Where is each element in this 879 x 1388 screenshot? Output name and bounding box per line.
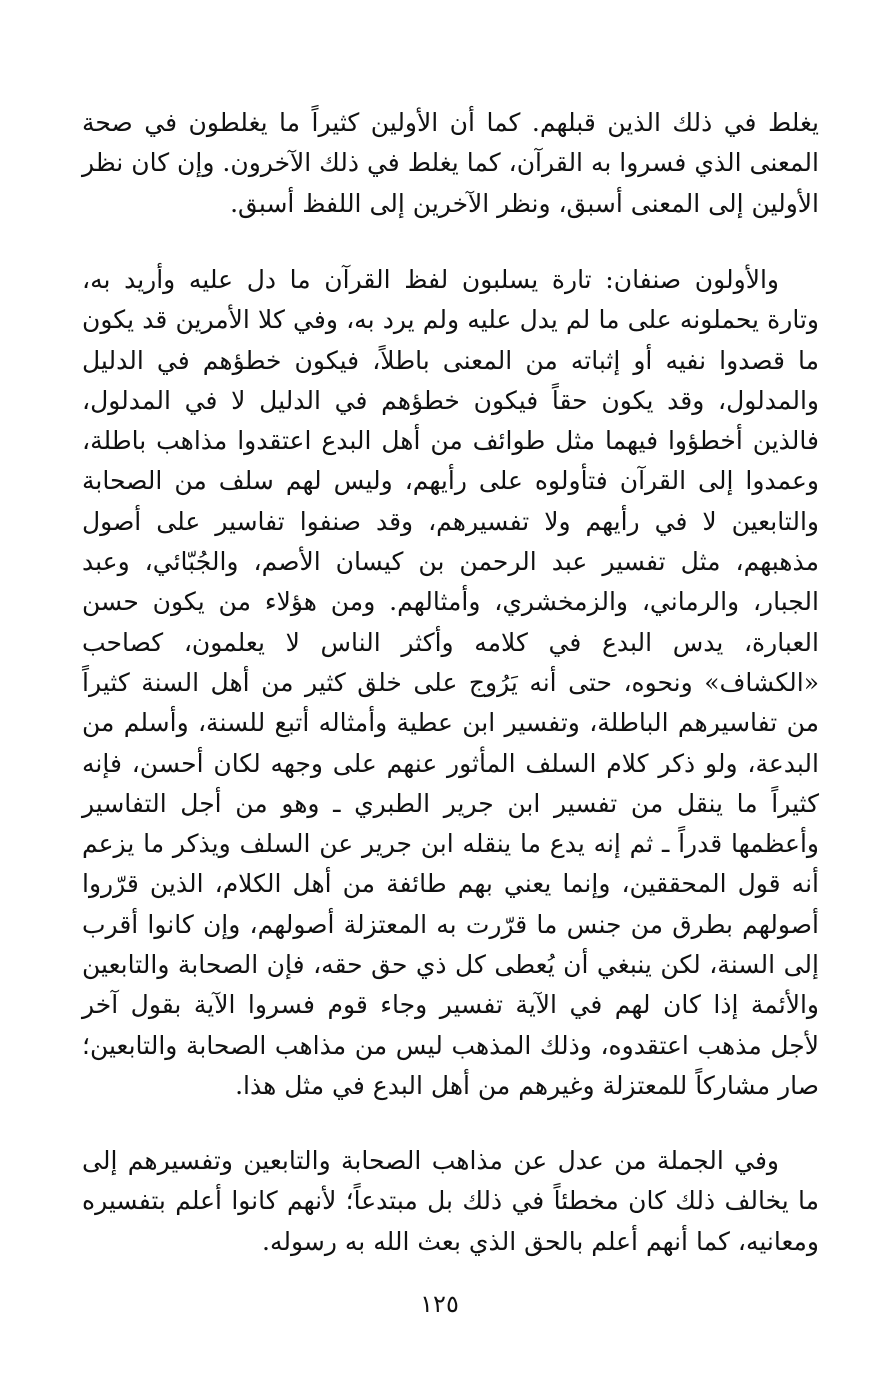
paragraph-continuation [82,103,819,224]
paragraph-two-types [82,260,819,1106]
paragraph-1-text: يغلط في ذلك الذين قبلهم. كما أن الأولين كثيراً ما يغلطون في صحة المعنى الذي فسروا به القرآن، كما يغلط في ذلك الآخرون. وإن كان نظر الأولين إلى المعنى أسبق، ونظر الآخرين إلى اللفظ أسبق. [82,108,819,218]
paragraph-summary [82,1141,819,1262]
paragraph-3-text: وفي الجملة من عدل عن مذاهب الصحابة والتابعين وتفسيرهم إلى ما يخالف ذلك كان مخطئاً في ذلك بل مبتدعاً؛ لأنهم كانوا أعلم بتفسيره ومعانيه، كما أنهم أعلم بالحق الذي بعث الله به رسوله. [82,1146,819,1256]
paragraph-2-text: والأولون صنفان: تارة يسلبون لفظ القرآن ما دل عليه وأريد به، وتارة يحملونه على ما لم يدل عليه ولم يرد به، وفي كلا الأمرين قد يكون ما قصدوا نفيه أو إثباته من المعنى باطلاً، فيكون خطؤهم في الدليل والمدلول، وقد يكون حقاً فيكون خطؤهم في الدليل لا في المدلول، فالذين أخطؤوا فيهما مثل طوائف من أهل البدع اعتقدوا مذاهب باطلة، وعمدوا إلى القرآن فتأولوه على رأيهم، وليس لهم سلف من الصحابة والتابعين لا في رأيهم ولا تفسيرهم، وقد صنفوا تفاسير على أصول مذهبهم، مثل تفسير عبد الرحمن بن كيسان الأصم، والجُبّائي، وعبد الجبار، والرماني، والزمخشري، وأمثالهم. ومن هؤلاء من يكون حسن العبارة، يدس البدع في كلامه وأكثر الناس لا يعلمون، كصاحب «الكشاف» ونحوه، حتى أنه يَرُوج على خلق كثير من أهل السنة كثيراً من تفاسيرهم الباطلة، وتفسير ابن عطية وأمثاله أتبع للسنة، وأسلم من البدعة، ولو ذكر كلام السلف المأثور عنهم على وجهه لكان أحسن، فإنه كثيراً ما ينقل من تفسير ابن جرير الطبري ـ وهو من أجل التفاسير وأعظمها قدراً ـ ثم إنه يدع ما ينقله ابن جرير عن السلف ويذكر ما يزعم أنه قول المحققين، وإنما يعني بهم طائفة من أهل الكلام، الذين قرّروا أصولهم بطرق من جنس ما قرّرت به المعتزلة أصولهم، وإن كانوا أقرب إلى السنة، لكن ينبغي أن يُعطى كل ذي حق حقه، فإن الصحابة والتابعين والأئمة إذا كان لهم في الآية تفسير وجاء قوم فسروا الآية بقول آخر لأجل مذهب اعتقدوه، وذلك المذهب ليس من مذاهب الصحابة والتابعين؛ صار مشاركاً للمعتزلة وغيرهم من أهل البدع في مثل هذا. [82,265,819,1100]
page-number: ١٢٥ [420,1290,459,1318]
